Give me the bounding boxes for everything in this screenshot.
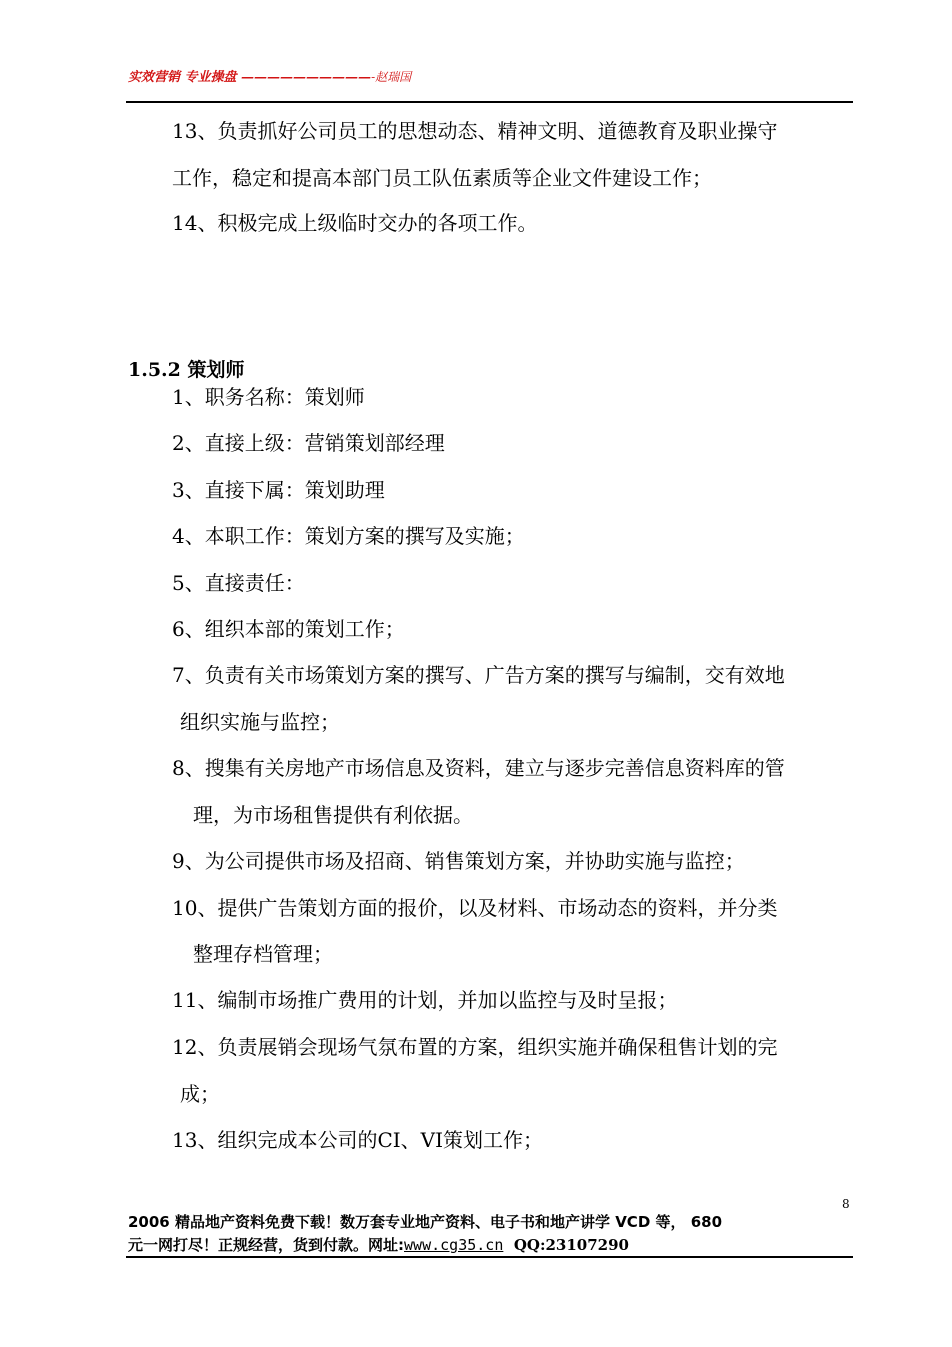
header-author: -赵瑞国 — [371, 70, 412, 84]
list-item: 7、负责有关市场策划方案的撰写、广告方案的撰写与编制，交有效地 — [172, 663, 785, 687]
section-heading: 1.5.2 策划师 — [128, 359, 245, 381]
list-item: 4、本职工作：策划方案的撰写及实施； — [172, 524, 525, 548]
list-item: 5、直接责任： — [172, 571, 305, 595]
list-item: 11、编制市场推广费用的计划，并加以监控与及时呈报； — [172, 988, 678, 1012]
page-number: 8 — [842, 1197, 850, 1211]
header-rule — [126, 101, 853, 103]
header-slogan: 实效营销 专业操盘 —————————— — [128, 70, 372, 85]
footer-text: 元一网打尽！正规经营，货到付款。网址: — [128, 1236, 405, 1254]
list-item: 8、搜集有关房地产市场信息及资料，建立与逐步完善信息资料库的管 — [172, 756, 785, 780]
list-item: 6、组织本部的策划工作； — [172, 617, 405, 641]
footer-qq: QQ:23107290 — [513, 1236, 629, 1254]
text-line: 工作，稳定和提高本部门员工队伍素质等企业文件建设工作； — [172, 166, 712, 190]
list-item-continued: 整理存档管理； — [193, 942, 333, 966]
footer-line-1: 2006 精品地产资料免费下载！数万套专业地产资料、电子书和地产讲学 VCD 等， 680 — [128, 1213, 723, 1231]
text-line: 14、积极完成上级临时交办的各项工作。 — [172, 211, 538, 235]
list-item: 2、直接上级：营销策划部经理 — [172, 431, 445, 455]
list-item: 9、为公司提供市场及招商、销售策划方案，并协助实施与监控； — [172, 849, 745, 873]
list-item: 13、组织完成本公司的CI、VI策划工作； — [172, 1128, 543, 1152]
footer-rule — [126, 1256, 853, 1258]
list-item: 10、提供广告策划方面的报价，以及材料、市场动态的资料，并分类 — [172, 896, 778, 920]
list-item-continued: 组织实施与监控； — [180, 710, 340, 734]
list-item: 3、直接下属：策划助理 — [172, 478, 385, 502]
footer-url-link[interactable]: www.cg35.cn — [404, 1236, 504, 1254]
list-item-continued: 理，为市场租售提供有利依据。 — [193, 803, 473, 827]
list-item: 12、负责展销会现场气氛布置的方案，组织实施并确保租售计划的完 — [172, 1035, 778, 1059]
list-item: 1、职务名称：策划师 — [172, 385, 365, 409]
list-item-continued: 成； — [180, 1082, 220, 1106]
page-header — [128, 66, 411, 85]
footer-line-2 — [128, 1234, 629, 1255]
text-line: 13、负责抓好公司员工的思想动态、精神文明、道德教育及职业操守 — [172, 119, 778, 143]
